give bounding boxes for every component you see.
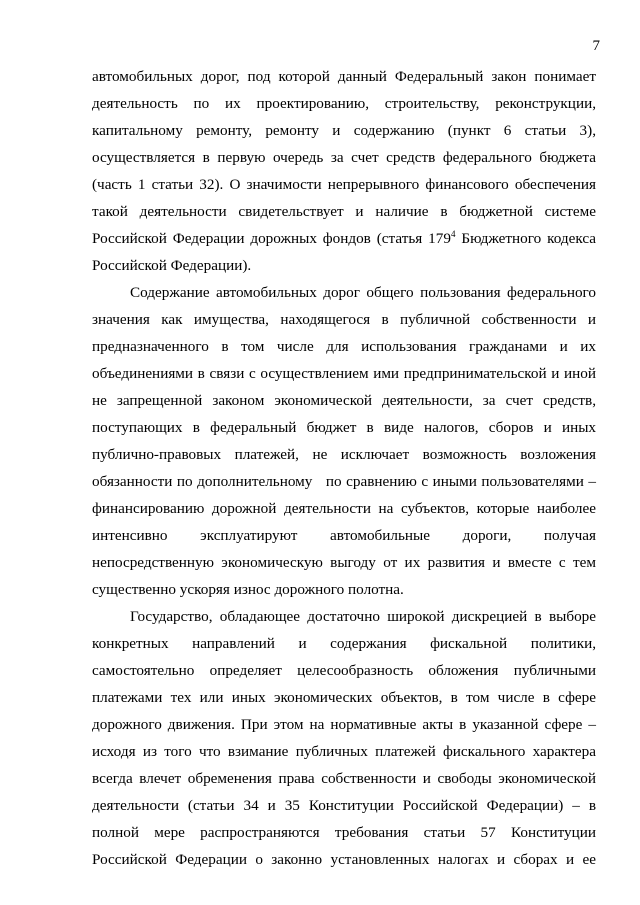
text-line: полной мере распространяются требования статьи 57 Конституции: [92, 824, 596, 841]
text-line: непосредственную экономическую выгоду от их развития и вместе с тем: [92, 554, 596, 571]
text-line: осуществляется в первую очередь за счет средств федерального бюджета: [92, 149, 596, 166]
text-line: Российской Федерации).: [92, 257, 252, 274]
text-line: такой деятельности свидетельствует и наличие в бюджетной системе: [92, 203, 596, 220]
text-line: финансированию дорожной деятельности на субъектов, которые наиболее: [92, 500, 596, 517]
text-line: предназначенного в том числе для использования гражданами и их: [92, 338, 596, 355]
text-line: Государство, обладающее достаточно широкой дискрецией в выборе: [130, 608, 596, 625]
text-line: деятельность по их проектированию, строительству, реконструкции,: [92, 95, 596, 112]
text-line: автомобильных дорог, под которой данный Федеральный закон понимает: [92, 68, 596, 85]
text-line: существенно ускоряя износ дорожного полотна.: [92, 581, 404, 598]
text-line: Содержание автомобильных дорог общего пользования федерального: [130, 284, 596, 301]
paragraph-2: [92, 279, 596, 603]
paragraph-1: [92, 63, 596, 279]
text-line: капитальному ремонту, ремонту и содержанию (пункт 6 статьи 3),: [92, 122, 596, 139]
text-line: деятельности (статьи 34 и 35 Конституции Российской Федерации) – в: [92, 797, 596, 814]
text-line: обязанности по дополнительному по сравнению с иными пользователями –: [92, 473, 596, 490]
text-line: конкретных направлений и содержания фискальной политики,: [92, 635, 596, 652]
text-fragment: Российской Федерации дорожных фондов (статья 179: [92, 230, 451, 247]
text-line: значения как имущества, находящегося в публичной собственности и: [92, 311, 596, 328]
text-fragment: Бюджетного кодекса: [455, 230, 596, 247]
paragraph-3: [92, 603, 596, 873]
text-line: поступающих в федеральный бюджет в виде налогов, сборов и иных: [92, 419, 596, 436]
text-line: [92, 225, 596, 252]
document-body: [92, 63, 596, 873]
text-line: публично-правовых платежей, не исключает возможность возложения: [92, 446, 596, 463]
text-line: Российской Федерации о законно установленных налогах и сборах и ее: [92, 851, 596, 868]
text-line: не запрещенной законом экономической деятельности, за счет средств,: [92, 392, 596, 409]
page-number: 7: [592, 38, 600, 54]
text-line: (часть 1 статьи 32). О значимости непрерывного финансового обеспечения: [92, 176, 596, 193]
text-line: всегда влечет обременения права собственности и свободы экономической: [92, 770, 596, 787]
text-line: платежами тех или иных экономических объектов, в том числе в сфере: [92, 689, 596, 706]
text-line: исходя из того что взимание публичных платежей фискального характера: [92, 743, 596, 760]
superscript-number: 4: [450, 229, 456, 239]
text-line: дорожного движения. При этом на нормативные акты в указанной сфере –: [92, 716, 596, 733]
text-line: объединениями в связи с осуществлением ими предпринимательской и иной: [92, 365, 596, 382]
text-line: самостоятельно определяет целесообразность обложения публичными: [92, 662, 596, 679]
text-line: интенсивно эксплуатируют автомобильные дороги, получая: [92, 527, 596, 544]
